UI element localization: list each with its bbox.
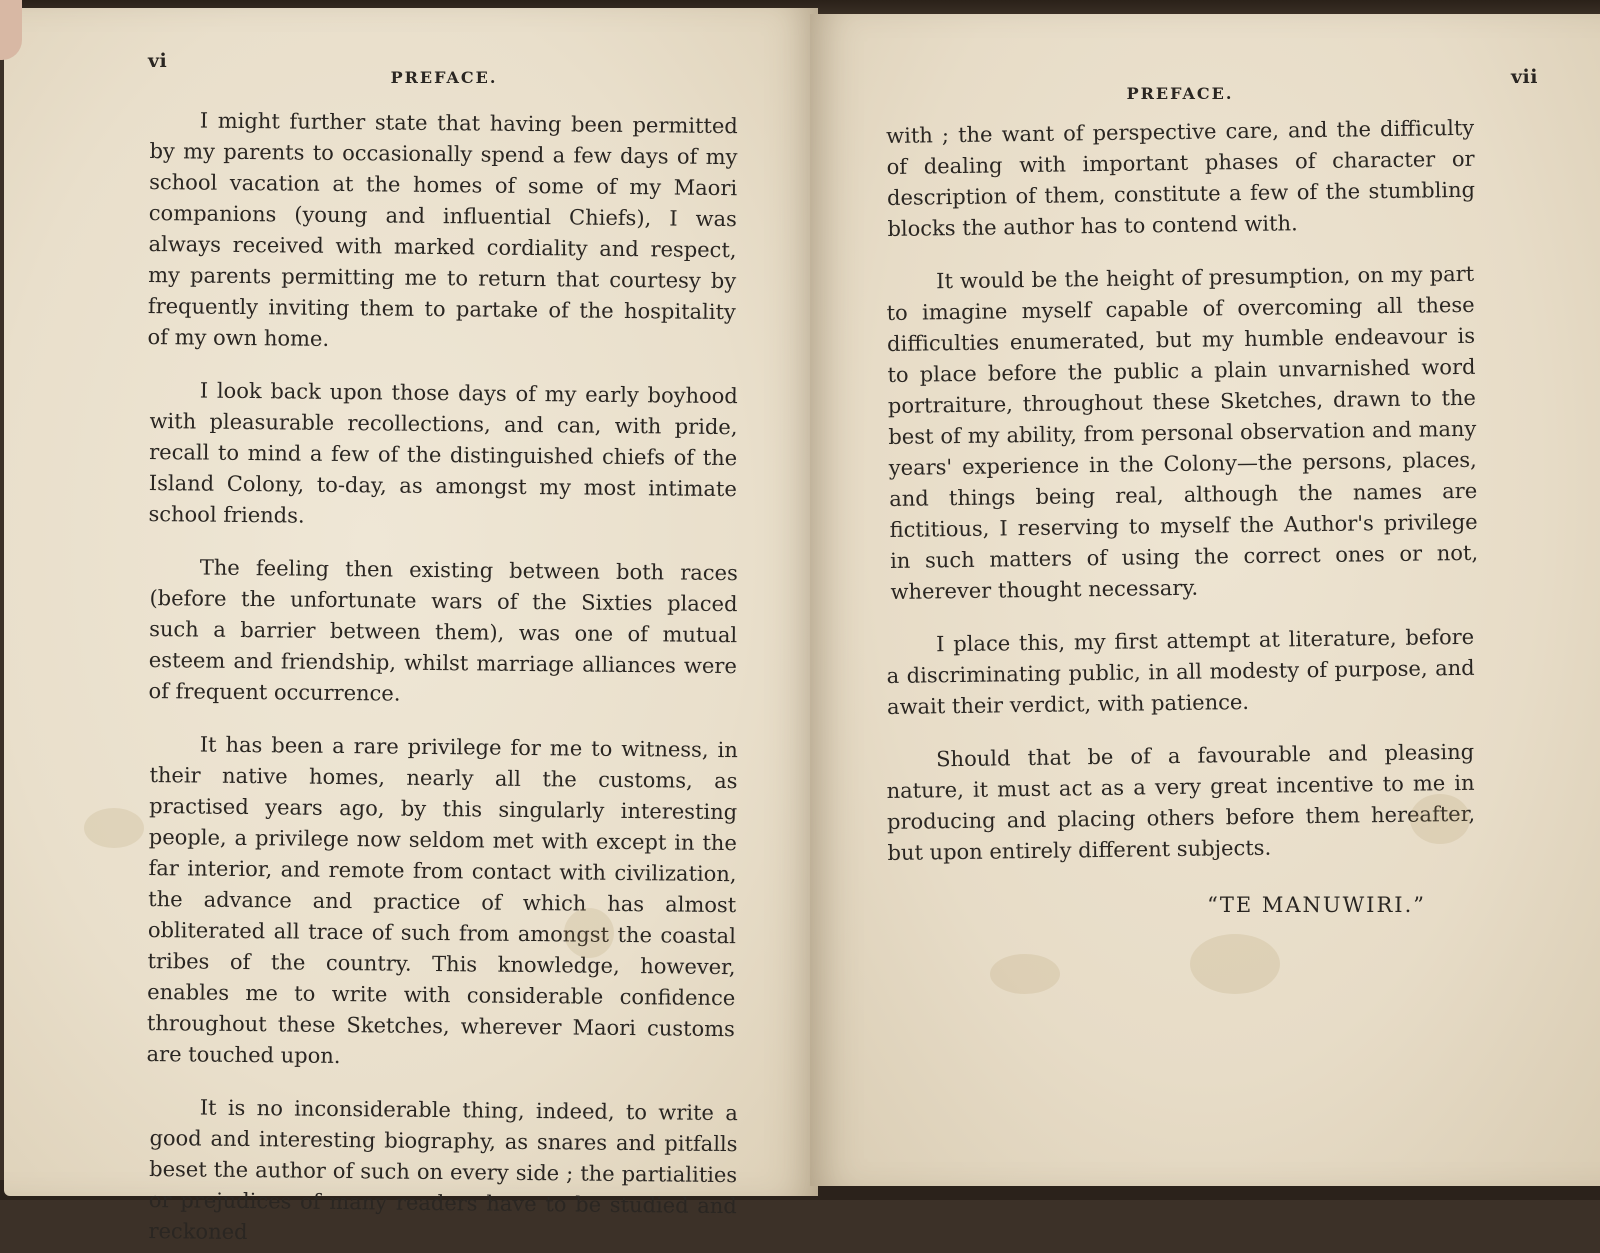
left-paragraph: The feeling then existing between both races (before the unfortunate wars of the Sixties placed such a barrier between them), was one of mutual esteem and friendship, whilst marriage alliances were of frequent occurrence. [148,555,738,706]
left-page-body [146,105,738,1247]
paper-stain [84,808,144,848]
paper-stain [564,908,614,958]
paper-stain [990,954,1060,994]
left-running-head: PREFACE. [390,68,498,87]
left-paragraph: I might further state that having been permitted by my parents to occasionally spend a few days of my school vacation at the homes of some of my Maori companions (young and influential Chiefs), I was always received with marked cordiality and respect, my parents permitting me to return that courtesy by frequently inviting them to partake of the hospitality of my own home. [147,108,738,351]
left-page [4,8,818,1245]
right-running-head: PREFACE. [1126,84,1234,103]
author-signature: “TE MANUWIRI.” [1207,893,1426,917]
right-page-number: vii [1511,66,1538,88]
left-paragraph: It has been a rare privilege for me to witness, in their native homes, nearly all the customs, as practised years ago, by this singularly interesting people, a privilege now seldom met with except in the far interior, and remote from contact with civilization, the advance and practice of which has almost obliterated all trace of such from amongst the coastal tribes of the country. This knowledge, however, enables me to write with considerable confidence throughout these Sketches, wherever Maori customs are touched upon. [146,732,738,1069]
paper-stain [1190,934,1280,994]
thumb [0,0,22,60]
left-page-number: vi [148,50,168,72]
right-page-body [886,115,1479,917]
right-paragraph: with ; the want of perspective care, and the difficulty of dealing with important phases of character or description of them, constitute a few of the stumbling blocks the author has to contend with. [886,115,1476,241]
left-paragraph: It is no inconsiderable thing, indeed, to write a good and interesting biography, as snares and pitfalls beset the author of such on every side ; the partialities or prejudices of many readers have to be studied and reckoned [148,1095,738,1245]
right-paragraph: It would be the height of presumption, on my part to imagine myself capable of overcoming all these difficulties enumerated, but my humble endeavour is to place before the public a plain unvarnished word portraiture, throughout these Sketches, drawn to the best of my ability, from personal observation and many years' experience in the Colony—the persons, places, and things being real, although the names are fictitious, I reserving to myself the Author's privilege in such matters of using the correct ones or not, wherever thought necessary. [886,261,1479,604]
left-paragraph: I look back upon those days of my early boyhood with pleasurable recollections, and can, with pride, recall to mind a few of the distinguished chiefs of the Island Colony, to-day, as amongst my most intimate school friends. [148,378,738,528]
right-paragraph: I place this, my first attempt at literature, before a discriminating public, in all modesty of purpose, and await their verdict, with patience. [886,624,1475,719]
paper-stain [1410,794,1470,844]
right-paragraph: Should that be of a favourable and pleasing nature, it must act as a very great incentive to me in producing and placing others before them hereafter, but upon entirely different subjects. [886,739,1476,865]
right-page [810,14,1600,1186]
